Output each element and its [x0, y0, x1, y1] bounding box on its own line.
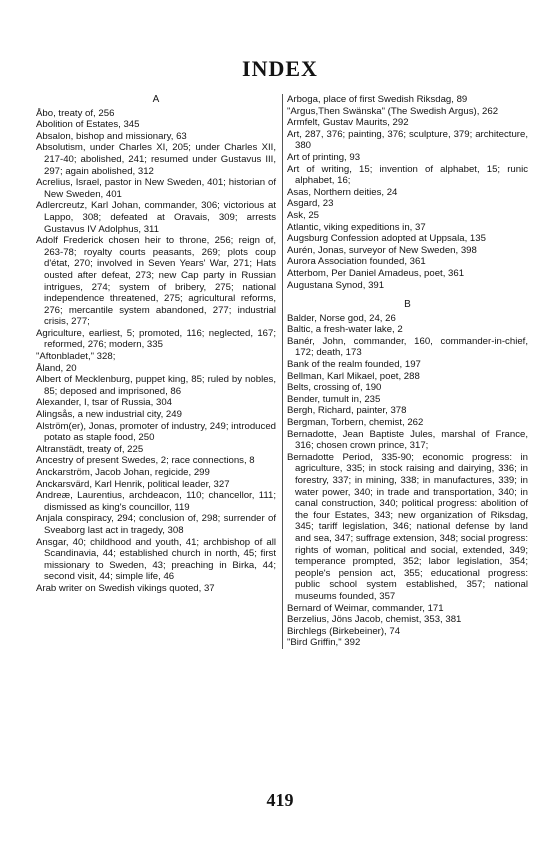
index-entry: Alström(er), Jonas, promoter of industry, 249; introduced potato as staple food, 250 — [36, 420, 276, 444]
index-entry: Absalon, bishop and missionary, 63 — [36, 130, 187, 142]
index-entry: Bernadotte Period, 335-90; economic progress: in agriculture, 335; in stock raising and dairying, 336; in forestry, 337; in mining, 338; in manufactures, 339; in water power, 340; in trade and transportation, 340; in canal construction, 340; political progress: abolition of the four Estates, 343; new organization of Riksdag, 345; tariff legislation, 346; national defense by land and sea, 347; suffrage extension, 348; social progress: rights of woman, political and social, extended, 349; temperance prompted, 352; labor legislation, 354; people's pension act, 355; educational progress: public school system established, 357; national museums founded, 357 — [287, 451, 528, 602]
index-entry: Atlantic, viking expeditions in, 37 — [287, 221, 426, 233]
index-entry: Ancestry of present Swedes, 2; race connections, 8 — [36, 455, 255, 467]
entry-list — [287, 94, 528, 291]
index-entry: Åbo, treaty of, 256 — [36, 107, 115, 119]
index-entry: Adolf Frederick chosen heir to throne, 256; reign of, 263-78; royalty courts peasants, 269; plots coup d'état, 270; involved in Seven Years' War, 271; Hats ousted after defeat, 273; new Cap party in Russian intrigues, 274; system of bribery, 275; national independence threatened, 275; agricultural reforms, 276; mercantile system abandoned, 277; industrial crisis, 277; — [36, 235, 276, 328]
section-letter-b: B — [404, 299, 411, 311]
index-entry: Art of writing, 15; invention of alphabet, 15; runic alphabet, 16; — [287, 163, 528, 187]
index-entry: Acrelius, Israel, pastor in New Sweden, 401; historian of New Sweden, 401 — [36, 177, 276, 200]
index-entry: Aurén, Jonas, surveyor of New Sweden, 398 — [287, 244, 477, 256]
index-entry: Art of printing, 93 — [287, 151, 361, 163]
index-entry: Bergman, Torbern, chemist, 262 — [287, 417, 424, 429]
index-entry: Albert of Mecklenburg, puppet king, 85; ruled by nobles, 85; deposed and imprisoned, 86 — [36, 374, 276, 397]
index-entry: Aurora Association founded, 361 — [287, 256, 426, 268]
index-entry: Art, 287, 376; painting, 376; sculpture, 379; architecture, 380 — [287, 128, 528, 152]
section-letter-a: A — [152, 94, 160, 105]
index-entry: Arab writer on Swedish vikings quoted, 37 — [36, 582, 215, 594]
index-entry: Bernadotte, Jean Baptiste Jules, marshal of France, 316; chosen crown prince, 317; — [287, 428, 528, 452]
index-entry: "Aftonbladet," 328; — [36, 351, 116, 363]
index-entry: Anjala conspiracy, 294; conclusion of, 298; surrender of Sveaborg last act in tragedy, 308 — [36, 513, 276, 536]
index-entry: Åland, 20 — [36, 362, 77, 374]
index-entry: Agriculture, earliest, 5; promoted, 116; neglected, 167; reformed, 276; modern, 335 — [36, 327, 276, 351]
index-entry: Belts, crossing of, 190 — [287, 382, 382, 394]
entry-list — [287, 313, 528, 649]
index-entry: Bender, tumult in, 235 — [287, 393, 381, 405]
index-entry: Anckarström, Jacob Johan, regicide, 299 — [36, 467, 210, 478]
index-entry: Berzelius, Jöns Jacob, chemist, 353, 381 — [287, 614, 462, 626]
index-entry: Banér, John, commander, 160, commander-in-chief, 172; death, 173 — [287, 335, 528, 359]
index-entry: Bergh, Richard, painter, 378 — [287, 405, 407, 417]
index-entry: Altranstädt, treaty of, 225 — [36, 443, 144, 455]
index-entry: Adlercreutz, Karl Johan, commander, 306; victorious at Lappo, 308; defeated at Oravais, 309; arrests Gustavus IV Adolphus, 311 — [36, 200, 276, 235]
index-entry: Absolutism, under Charles XI, 205; under Charles XII, 217-40; abolished, 241; resumed under Gustavus III, 297; again abolished, 312 — [36, 142, 276, 177]
index-entry: Arboga, place of first Swedish Riksdag, 89 — [287, 94, 468, 105]
index-entry: Bank of the realm founded, 197 — [287, 359, 421, 371]
index-entry: Alingsås, a new industrial city, 249 — [36, 409, 182, 421]
index-entry: Ansgar, 40; childhood and youth, 41; archbishop of all Scandinavia, 44; established church in north, 45; first missionary to Sweden, 43; preaching in Birka, 44; second visit, 44; simple life, 46 — [36, 536, 276, 583]
index-entry: Ask, 25 — [287, 209, 319, 221]
index-entry: "Bird Griffin," 392 — [287, 637, 361, 649]
index-entry: Andreæ, Laurentius, archdeacon, 110; chancellor, 111; dismissed as king's councillor, 119 — [36, 490, 276, 513]
index-entry: Atterbom, Per Daniel Amadeus, poet, 361 — [287, 267, 465, 279]
index-entry: Anckarsvärd, Karl Henrik, political leader, 327 — [36, 478, 230, 490]
index-entry: Balder, Norse god, 24, 26 — [287, 312, 396, 324]
index-entry: Armfelt, Gustav Maurits, 292 — [287, 117, 409, 129]
index-entry: Abolition of Estates, 345 — [36, 119, 140, 131]
index-entry: Baltic, a fresh-water lake, 2 — [287, 324, 403, 336]
index-entry: Asas, Northern deities, 24 — [287, 186, 398, 198]
index-entry: Augustana Synod, 391 — [287, 279, 385, 291]
index-entry: Alexander, I, tsar of Russia, 304 — [36, 397, 172, 409]
index-entry: Bernard of Weimar, commander, 171 — [287, 602, 444, 614]
index-entry: Asgard, 23 — [287, 198, 334, 210]
index-column-left — [36, 94, 276, 595]
index-entry: "Argus,Then Swänska" (The Swedish Argus), 262 — [287, 105, 499, 117]
index-entry: Augsburg Confession adopted at Uppsala, 135 — [287, 233, 486, 245]
page-title: INDEX — [242, 56, 318, 81]
index-entry: Bellman, Karl Mikael, poet, 288 — [287, 370, 420, 382]
index-entry: Birchlegs (Birkebeiner), 74 — [287, 625, 401, 637]
page-number: 419 — [266, 790, 294, 810]
entry-list — [36, 108, 276, 595]
index-column-right — [288, 94, 528, 649]
